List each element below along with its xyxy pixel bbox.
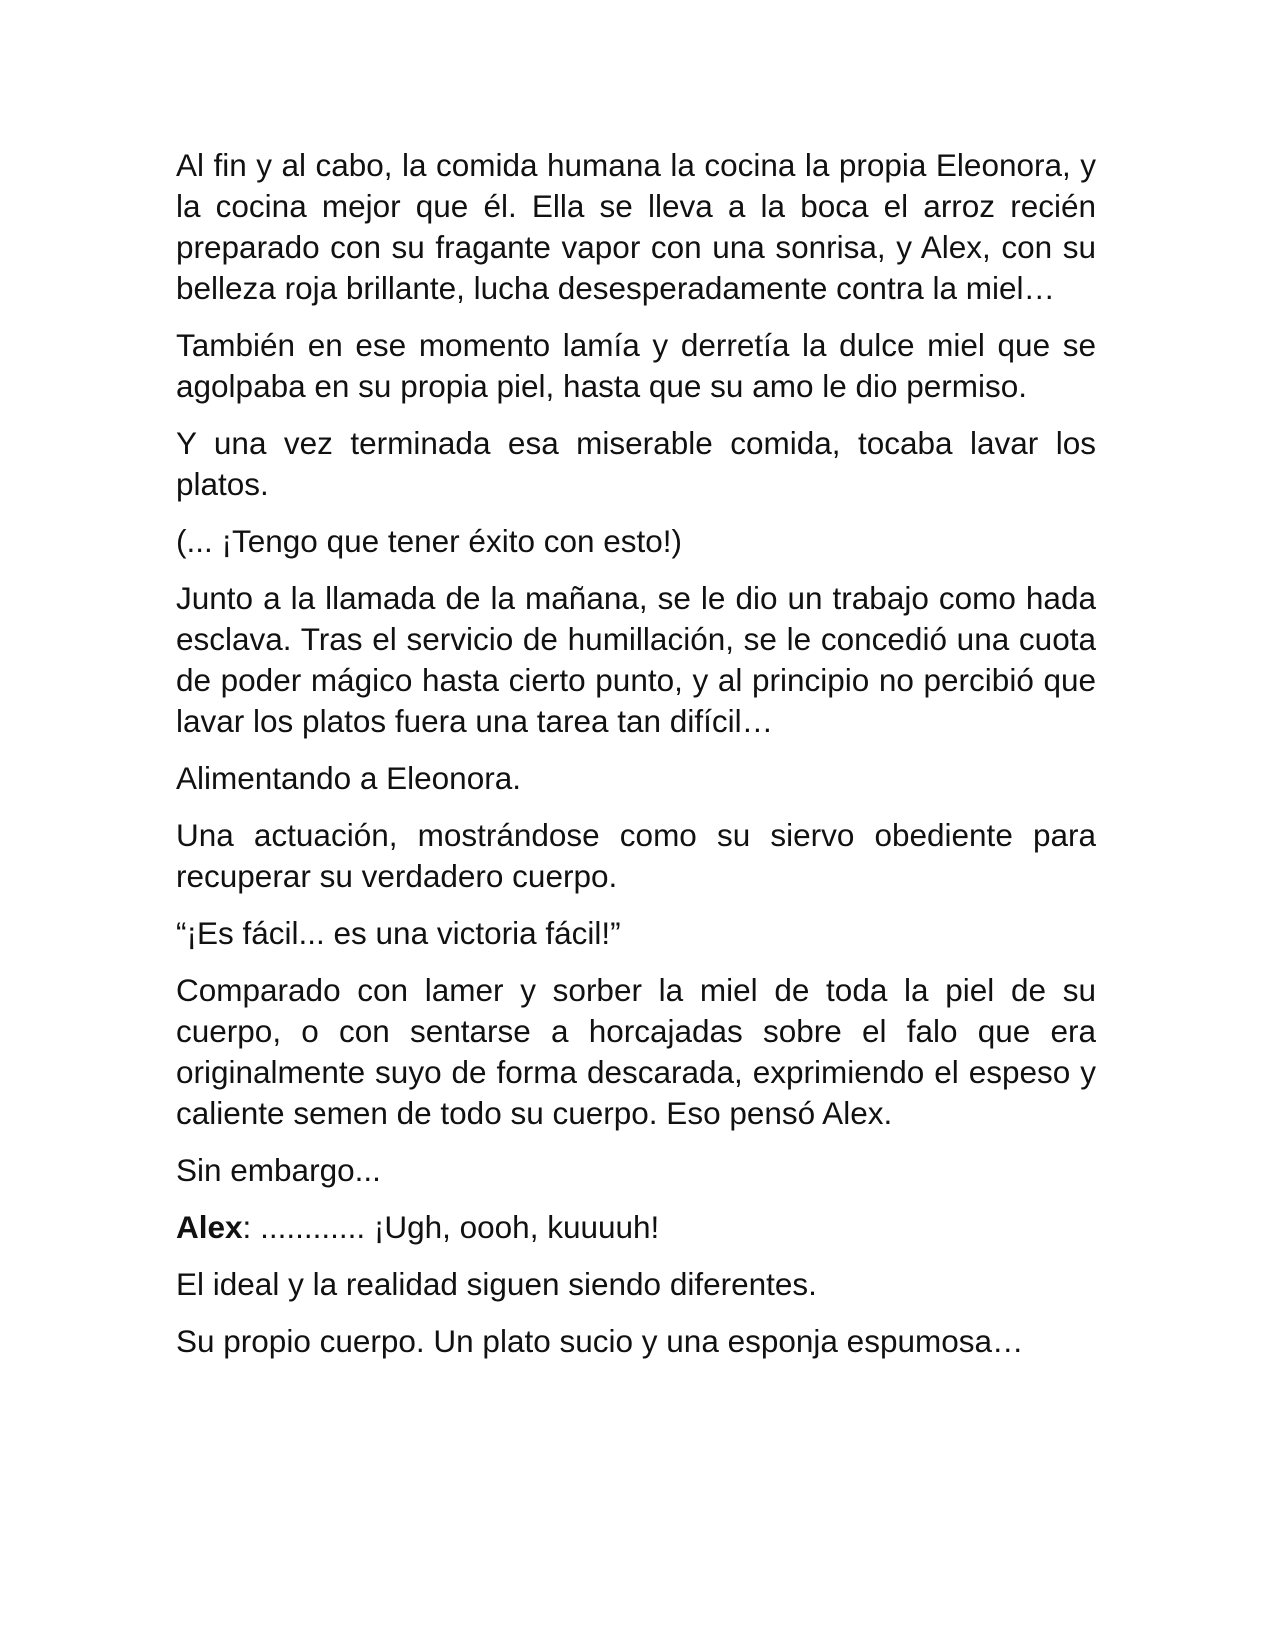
paragraph: Alimentando a Eleonora. bbox=[176, 760, 521, 796]
paragraph: También en ese momento lamía y derretía la dulce miel que se agolpaba en su propia piel, hasta que su amo le dio permiso. bbox=[176, 327, 1096, 404]
paragraph: Y una vez terminada esa miserable comida, tocaba lavar los platos. bbox=[176, 425, 1096, 502]
paragraph: “¡Es fácil... es una victoria fácil!” bbox=[176, 915, 621, 951]
dialogue-separator: : bbox=[242, 1209, 252, 1245]
paragraph: Sin embargo... bbox=[176, 1152, 381, 1188]
dialogue-line bbox=[176, 1207, 1096, 1248]
document-body bbox=[176, 145, 1096, 1378]
paragraph: Una actuación, mostrándose como su siervo obediente para recuperar su verdadero cuerpo. bbox=[176, 817, 1096, 894]
paragraph: (... ¡Tengo que tener éxito con esto!) bbox=[176, 523, 683, 559]
dialogue-text: ............ ¡Ugh, oooh, kuuuuh! bbox=[251, 1209, 660, 1245]
paragraph: Junto a la llamada de la mañana, se le dio un trabajo como hada esclava. Tras el servicio de humillación, se le concedió una cuota de poder mágico hasta cierto punto, y al principio no percibió que lavar los platos fuera una tarea tan difícil… bbox=[176, 580, 1096, 739]
speaker-name: Alex bbox=[176, 1209, 243, 1245]
paragraph: El ideal y la realidad siguen siendo diferentes. bbox=[176, 1266, 817, 1302]
paragraph: Su propio cuerpo. Un plato sucio y una esponja espumosa… bbox=[176, 1323, 1024, 1359]
paragraph: Comparado con lamer y sorber la miel de toda la piel de su cuerpo, o con sentarse a horcajadas sobre el falo que era originalmente suyo de forma descarada, exprimiendo el espeso y caliente semen de todo su cuerpo. Eso pensó Alex. bbox=[176, 972, 1096, 1131]
paragraph: Al fin y al cabo, la comida humana la cocina la propia Eleonora, y la cocina mejor que él. Ella se lleva a la boca el arroz recién preparado con su fragante vapor con una sonrisa, y Alex, con su belleza roja brillante, lucha desesperadamente contra la miel… bbox=[176, 147, 1096, 306]
